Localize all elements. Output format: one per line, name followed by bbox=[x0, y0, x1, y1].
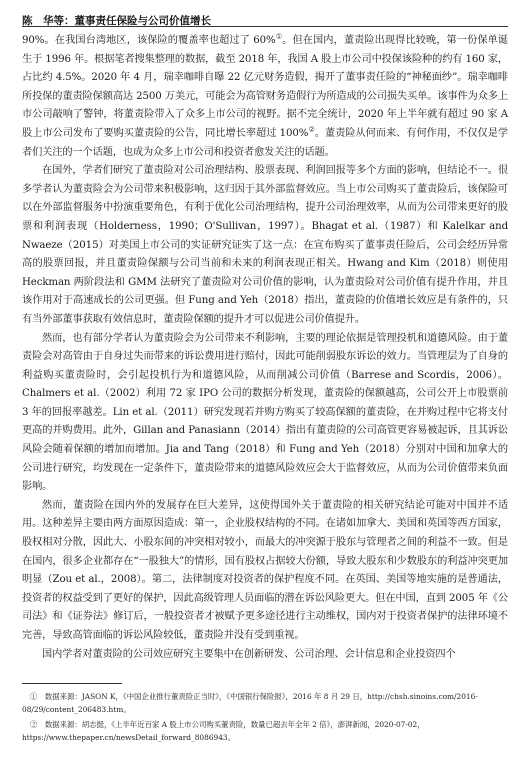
paragraph-2: 在国外，学者们研究了董责险对公司治理结构、股票表现、利润回报等多个方面的影响，但结论不一。很多学者认为董责险会为公司带来积极影响，这归因于其外部监督效应。当上市公司购买了董责险后，该保险可以在外部监督服务中扮演重要角色，有利于优化公司治理结构，提升公司治理效率，从而为公司带来更好的股票和利润表现（Holderness，1990；O'Sullivan，1997）。Bhagat et al.（1987）和 Kalelkar and Nwaeze（2015）对美国上市公司的实证研究证实了这一点：在宣布购买了董事责任险后，公司会经历异常高的股票回报，并且董责险保额与公司当前和未来的利润表现正相关。Hwang and Kim（2018）则使用 Heckman 两阶段法和 GMM 法研究了董责险对公司价值的影响，认为董责险对公司价值有提升作用，并且该作用对于高速成长的公司更强。但 Fung and Yeh（2018）指出，董责险的价值增长效应是有条件的，只有当外部董事获取有效信息时，董责险保额的提升才可以促进公司价值提升。 bbox=[22, 165, 508, 325]
footnote-1 bbox=[22, 690, 508, 716]
paragraph-1 bbox=[22, 32, 508, 162]
footnote-1-mark: ① bbox=[30, 692, 38, 701]
paragraph-4: 然而，董责险在国内外的发展存在巨大差异，这使得国外关于董责险的相关研究结论可能对中国并不适用。这种差异主要由两方面原因造成：第一，企业股权结构的不同。在诸如加拿大、美国和英国等西方国家，股权相对分散，因此大、小股东间的冲突相对较小，而最大的冲突源于股东与管理者之间的利益不一致。但是在国内，很多企业都存在“一股独大”的情形，国有股权占据较大份额，导致大股东和少数股东的利益冲突更加明显（Zou et al.，2008）。第二，法律制度对投资者的保护程度不同。在英国、美国等地实施的是普通法，投资者的权益受到了更好的保护，因此高级管理人员面临的潜在诉讼风险更大。但在中国，直到 2005 年《公司法》和《证券法》修订后，一般投资者才被赋予更多途径进行主动维权，国内对于投资者保护的法律环境不完善，导致高管面临的诉讼风险较低，董责险并没有受到重视。 bbox=[22, 499, 508, 641]
paragraph-1-rest: 。但在国内，董责险出现得比较晚，第一份保单诞生于 1996 年。根据笔者搜集整理的数据，截至 2018 年，我国 A 股上市公司中投保该险种的约有 160 家，占比约 4.5%。2020 年 4 月，瑞幸咖啡自曝 22 亿元财务造假，揭开了董事责任险的“神秘面纱”。瑞幸咖啡所投保的董责险保额高达 2500 万美元，可能会为高管财务造假行为所造成的公司损失买单。该事件为众多上市公司敲响了警钟，将董责险带入了众多上市公司的视野。据不完全统计，2020 年上半年就有超过 90 家 A 股上市公司发布了要购买董责险的公告，同比增长率超过 100% bbox=[22, 35, 508, 139]
footnote-ref-2[interactable]: ② bbox=[308, 125, 315, 134]
footnote-2-mark: ② bbox=[30, 720, 38, 729]
paragraph-3: 然而，也有部分学者认为董责险会为公司带来不利影响，主要的理论依据是管理投机和道德风险。由于董责险会对高管由于自身过失而带来的诉讼费用进行赔付，因此可能削弱股东诉讼的效力。当管理层为了自身的利益购买董责险时，会引起投机行为和道德风险，从而削减公司价值（Barrese and Scordis，2006）。Chalmers et al.（2002）利用 72 家 IPO 公司的数据分析发现，董责险的保额越高，公司公开上市股票前 3 年的回报率越差。Lin et al.（2011）研究发现若并购方购买了较高保额的董责险，在并购过程中它将支付更高的并购费用。此外，Gillan and Panasiann（2014）指出有董责险的公司高管更容易被起诉，且其诉讼风险会随着保额的增加而增加。Jia and Tang（2018）和 Fung and Yeh（2018）分别对中国和加拿大的公司进行研究，均发现在一定条件下，董责险带来的道德风险效应会大于监督效应，从而为公司价值带来负面影响。 bbox=[22, 332, 508, 493]
footnote-2-text: 数据来源：胡志挺，《上半年近百家 A 股上市公司购买董责险，数量已超去年全年 2 倍》，澎湃新闻，2020-07-02，https://www.thepaper.cn/newsDetail_forward_8086943。 bbox=[22, 720, 425, 742]
paragraph-1-rest2: 。董责险从何而来、有何作用，不仅仅是学者们关注的一个话题，也成为众多上市公司和投资者愈发关注的话题。 bbox=[22, 127, 508, 158]
main-text bbox=[22, 32, 508, 664]
footnote-2 bbox=[22, 718, 508, 744]
running-header bbox=[22, 9, 508, 27]
header-title: 董事责任保险与公司价值增长 bbox=[74, 15, 211, 27]
paragraph-5: 国内学者对董责险的公司效应研究主要集中在创新研发、公司治理、会计信息和企业投资四个 bbox=[42, 648, 456, 660]
paragraph-1-text: 90%。在我国台湾地区，该保险的覆盖率也超过了 60% bbox=[22, 35, 276, 46]
header-authors: 陈 华等： bbox=[22, 15, 75, 27]
footnotes bbox=[22, 690, 508, 746]
footnote-ref-1[interactable]: ① bbox=[275, 32, 283, 41]
footnote-1-text: 数据来源：JASON K，《中国企业推行董责险正当时》，《中国银行保险报》，2016 年 8 月 29 日，http://chsh.sinoins.com/2016-08/29/content_206483.htm。 bbox=[22, 692, 478, 714]
footnote-divider bbox=[22, 683, 122, 684]
